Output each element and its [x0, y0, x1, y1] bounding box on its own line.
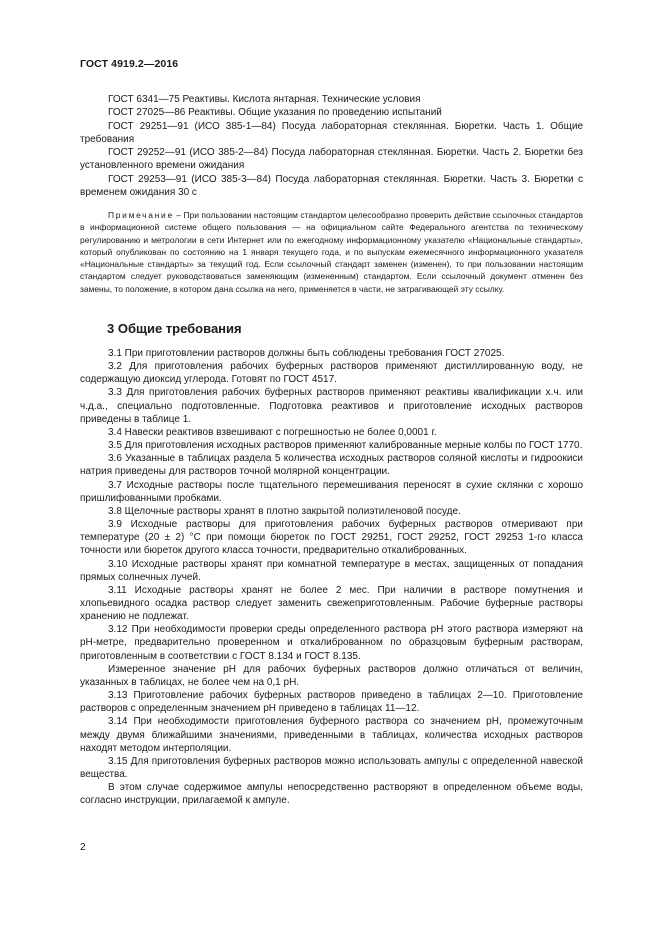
paragraph-3-1: 3.1 При приготовлении растворов должны быть соблюдены требования ГОСТ 27025.: [108, 348, 505, 359]
note-paragraph: [80, 209, 583, 295]
paragraph-3-15: 3.15 Для приготовления буферных растворов можно использовать ампулы с определенной навеской вещества.: [80, 755, 583, 780]
paragraph-3-12-cont: Измеренное значение pH для рабочих буферных растворов должно отличаться от величин, указанных в таблицах, не более чем на 0,1 pH.: [80, 663, 583, 688]
paragraph-3-12: 3.12 При необходимости проверки среды определенного раствора pH этого раствора измеряют на pH-метре, предварительно проверенном и откалиброванном по образцовым буферным растворам, приготовленным в соответствии с ГОСТ 8.134 и ГОСТ 8.135.: [80, 624, 583, 662]
reference-item: ГОСТ 29252—91 (ИСО 385-2—84) Посуда лабораторная стеклянная. Бюретки. Часть 2. Бюретки без установленного времени ожидания: [80, 147, 583, 172]
page-number: 2: [80, 842, 86, 853]
paragraph-3-7: 3.7 Исходные растворы после тщательного перемешивания переносят в сухие склянки с хорошо пришлифованными пробками.: [80, 479, 583, 504]
section-title: 3 Общие требования: [107, 321, 242, 336]
paragraph-3-14: 3.14 При необходимости приготовления буферного раствора со значением pH, промежуточным между двумя ближайшими значениями, приведенными в таблицах, количества исходных растворов находят методом интерполяции.: [80, 716, 583, 754]
reference-item: ГОСТ 29251—91 (ИСО 385-1—84) Посуда лабораторная стеклянная. Бюретки. Часть 1. Общие требования: [80, 120, 583, 145]
normative-references-list: [80, 93, 583, 199]
reference-item: ГОСТ 29253—91 (ИСО 385-3—84) Посуда лабораторная стеклянная. Бюретки. Часть 3. Бюретки с временем ожидания 30 с: [80, 173, 583, 199]
note-text: – При пользовании настоящим стандартом целесообразно проверить действие ссылочных стандартов в информационной системе общего пользования — на официальном сайте Федерального агентства по техническому регулированию и метрологии в сети Интернет или по ежегодному информационному указателю «Национальные стандарты», который опубликован по состоянию на 1 января текущего года, и по выпускам ежемесячного информационного указателя «Национальные стандарты» за текущий год. Если ссылочный стандарт заменен (изменен), то при пользовании настоящим стандартом следует руководствоваться заменяющим (измененным) стандартом. Если ссылочный документ отменен без замены, то положение, в котором дана ссылка на него, применяется в части, не затрагивающей эту ссылку.: [80, 210, 583, 294]
paragraph-3-9: 3.9 Исходные растворы для приготовления рабочих буферных растворов отмеривают при температуре (20 ± 2) °С при помощи бюреток по ГОСТ 29251, ГОСТ 29252, ГОСТ 29253 1-го класса точности или бюреток другого класса точности, предварительно откалиброванных.: [80, 519, 583, 557]
reference-item: ГОСТ 27025—86 Реактивы. Общие указания по проведению испытаний: [108, 107, 442, 119]
paragraph-3-4: 3.4 Навески реактивов взвешивают с погрешностью не более 0,0001 г.: [108, 426, 437, 438]
paragraph-3-15-cont: В этом случае содержимое ампулы непосредственно растворяют в определенном объеме воды, согласно инструкции, прилагаемой к ампуле.: [80, 782, 583, 807]
paragraph-3-6: 3.6 Указанные в таблицах раздела 5 количества исходных растворов соляной кислоты и гидроокиси натрия приведены для растворов точной молярной концентрации.: [80, 453, 583, 478]
document-header: ГОСТ 4919.2—2016: [80, 58, 179, 70]
paragraph-3-8: 3.8 Щелочные растворы хранят в плотно закрытой полиэтиленовой посуде.: [108, 505, 461, 517]
paragraph-3-2: 3.2 Для приготовления рабочих буферных растворов применяют дистиллированную воду, не содержащую диоксид углерода. Готовят по ГОСТ 4517.: [80, 361, 583, 386]
paragraph-3-5: 3.5 Для приготовления исходных растворов применяют калиброванные мерные колбы по ГОСТ 1770.: [108, 440, 583, 452]
section-body: [80, 347, 583, 807]
paragraph-3-3: 3.3 Для приготовления рабочих буферных растворов применяют реактивы квалификации х.ч. или ч.д.а., специально подготовленные. Подготовка реактивов и приготовление исходных растворов приведены в таблице 1.: [80, 387, 583, 425]
paragraph-3-11: 3.11 Исходные растворы хранят не более 2 мес. При наличии в растворе помутнения и хлопьевидного осадка раствор следует заменить свежеприготовленным. Рабочие буферные растворы хранению не подлежат.: [80, 584, 583, 623]
paragraph-3-13: 3.13 Приготовление рабочих буферных растворов приведено в таблицах 2—10. Приготовление растворов с определенным значением pH приведено в таблицах 11—12.: [80, 690, 583, 715]
note-lead: Примечание: [108, 210, 174, 220]
reference-item: ГОСТ 6341—75 Реактивы. Кислота янтарная. Технические условия: [108, 94, 421, 105]
paragraph-3-10: 3.10 Исходные растворы хранят при комнатной температуре в местах, защищенных от попадания прямых солнечных лучей.: [80, 558, 583, 583]
